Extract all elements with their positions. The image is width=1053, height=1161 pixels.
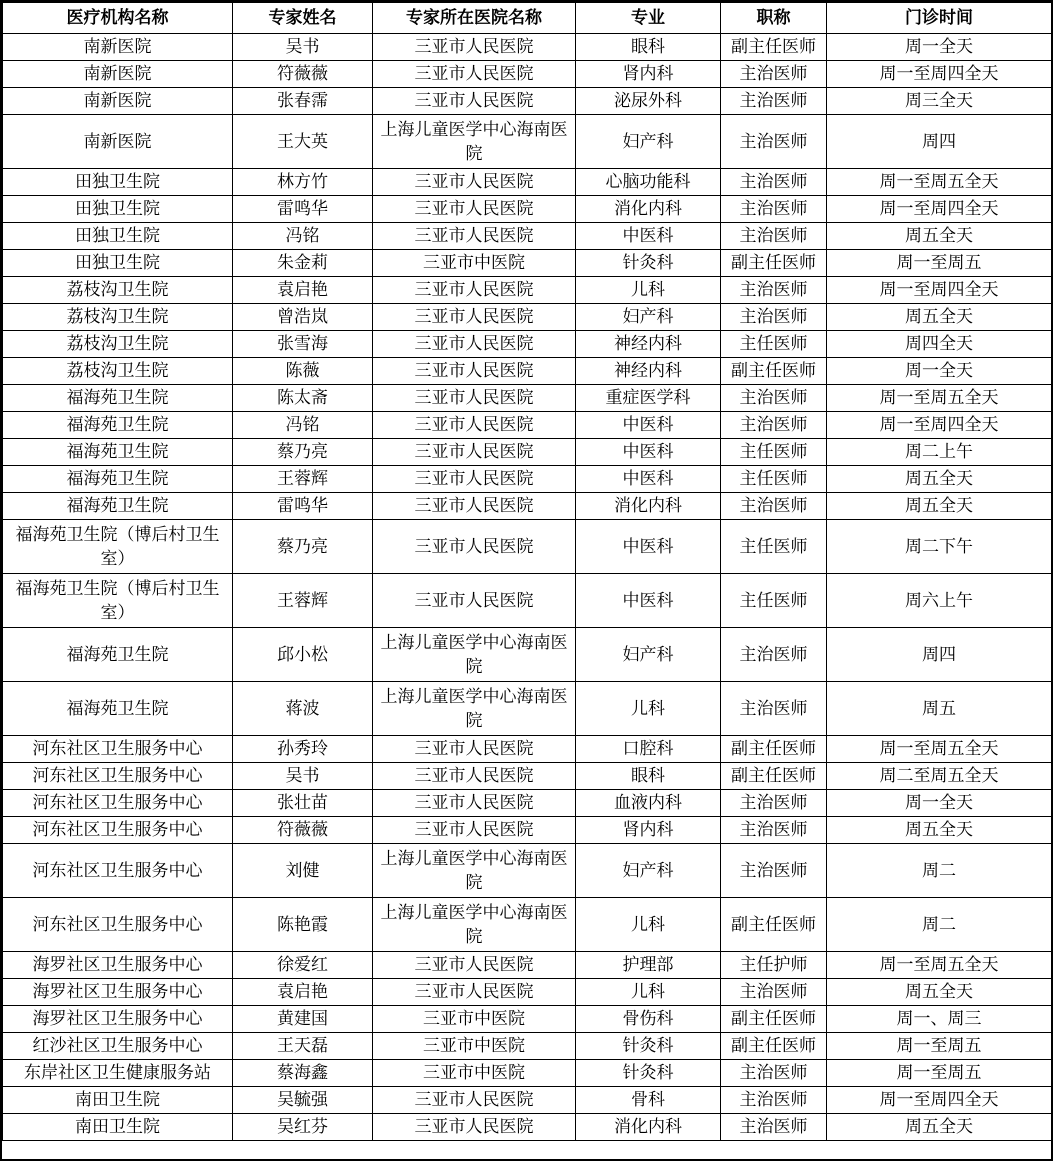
cell-expert-name: 王天磊: [233, 1033, 373, 1060]
cell-org: 田独卫生院: [3, 223, 233, 250]
cell-expert-name: 张壮苗: [233, 790, 373, 817]
table-row: [3, 493, 1052, 520]
table-row: [3, 1087, 1052, 1114]
cell-expert-name: 朱金莉: [233, 250, 373, 277]
cell-hospital: 上海儿童医学中心海南医院: [373, 844, 576, 898]
cell-title: 主治医师: [721, 493, 827, 520]
cell-hospital: 三亚市中医院: [373, 1006, 576, 1033]
cell-clinic-time: 周五全天: [827, 979, 1052, 1006]
table-row: [3, 304, 1052, 331]
cell-clinic-time: 周四: [827, 628, 1052, 682]
cell-org: 福海苑卫生院（博后村卫生室）: [3, 574, 233, 628]
table-row: [3, 277, 1052, 304]
cell-title: 主治医师: [721, 844, 827, 898]
cell-expert-name: 邱小松: [233, 628, 373, 682]
cell-clinic-time: 周六上午: [827, 574, 1052, 628]
cell-specialty: 骨科: [576, 1087, 721, 1114]
cell-expert-name: 孙秀玲: [233, 736, 373, 763]
cell-title: 主任医师: [721, 439, 827, 466]
cell-clinic-time: 周一至周五: [827, 1060, 1052, 1087]
cell-expert-name: 蔡乃亮: [233, 439, 373, 466]
cell-specialty: 针灸科: [576, 1060, 721, 1087]
table-row: [3, 790, 1052, 817]
cell-clinic-time: 周三全天: [827, 88, 1052, 115]
cell-org: 海罗社区卫生服务中心: [3, 952, 233, 979]
cell-clinic-time: 周一全天: [827, 358, 1052, 385]
table-row: [3, 736, 1052, 763]
cell-clinic-time: 周二至周五全天: [827, 763, 1052, 790]
cell-org: 河东社区卫生服务中心: [3, 817, 233, 844]
cell-expert-name: 袁启艳: [233, 277, 373, 304]
cell-specialty: 针灸科: [576, 250, 721, 277]
table-row: [3, 196, 1052, 223]
cell-title: 主治医师: [721, 1087, 827, 1114]
cell-hospital: 上海儿童医学中心海南医院: [373, 898, 576, 952]
cell-expert-name: 蒋波: [233, 682, 373, 736]
cell-hospital: 三亚市人民医院: [373, 223, 576, 250]
cell-specialty: 神经内科: [576, 358, 721, 385]
table-row: [3, 1060, 1052, 1087]
cell-title: 主任医师: [721, 331, 827, 358]
cell-specialty: 眼科: [576, 34, 721, 61]
cell-clinic-time: 周二: [827, 844, 1052, 898]
cell-hospital: 三亚市中医院: [373, 1060, 576, 1087]
cell-clinic-time: 周二: [827, 898, 1052, 952]
table-row: [3, 682, 1052, 736]
cell-hospital: 三亚市人民医院: [373, 979, 576, 1006]
cell-specialty: 泌尿外科: [576, 88, 721, 115]
cell-expert-name: 符薇薇: [233, 817, 373, 844]
cell-title: 主任护师: [721, 952, 827, 979]
table-row: [3, 574, 1052, 628]
cell-clinic-time: 周二上午: [827, 439, 1052, 466]
header-hospital: 专家所在医院名称: [373, 3, 576, 34]
cell-org: 东岸社区卫生健康服务站: [3, 1060, 233, 1087]
cell-expert-name: 刘健: [233, 844, 373, 898]
expert-schedule-table: [2, 2, 1052, 1141]
cell-clinic-time: 周一至周五: [827, 1033, 1052, 1060]
cell-clinic-time: 周一至周五全天: [827, 169, 1052, 196]
cell-title: 副主任医师: [721, 898, 827, 952]
cell-clinic-time: 周一至周四全天: [827, 61, 1052, 88]
cell-title: 副主任医师: [721, 1033, 827, 1060]
cell-org: 田独卫生院: [3, 196, 233, 223]
cell-expert-name: 陈太斋: [233, 385, 373, 412]
table-row: [3, 763, 1052, 790]
cell-org: 南新医院: [3, 61, 233, 88]
cell-org: 福海苑卫生院: [3, 439, 233, 466]
cell-clinic-time: 周四全天: [827, 331, 1052, 358]
cell-hospital: 三亚市人民医院: [373, 88, 576, 115]
cell-title: 副主任医师: [721, 1006, 827, 1033]
cell-hospital: 上海儿童医学中心海南医院: [373, 682, 576, 736]
table-row: [3, 979, 1052, 1006]
cell-clinic-time: 周一全天: [827, 34, 1052, 61]
cell-title: 副主任医师: [721, 763, 827, 790]
cell-hospital: 三亚市人民医院: [373, 1087, 576, 1114]
cell-clinic-time: 周一、周三: [827, 1006, 1052, 1033]
cell-org: 福海苑卫生院: [3, 682, 233, 736]
cell-title: 主治医师: [721, 682, 827, 736]
table-row: [3, 169, 1052, 196]
cell-org: 福海苑卫生院（博后村卫生室）: [3, 520, 233, 574]
cell-specialty: 中医科: [576, 223, 721, 250]
cell-hospital: 三亚市中医院: [373, 250, 576, 277]
cell-org: 荔枝沟卫生院: [3, 277, 233, 304]
cell-expert-name: 蔡海鑫: [233, 1060, 373, 1087]
cell-title: 副主任医师: [721, 736, 827, 763]
cell-clinic-time: 周五全天: [827, 1114, 1052, 1141]
cell-expert-name: 陈艳霞: [233, 898, 373, 952]
cell-hospital: 三亚市人民医院: [373, 331, 576, 358]
cell-clinic-time: 周一至周四全天: [827, 277, 1052, 304]
cell-title: 主治医师: [721, 412, 827, 439]
cell-hospital: 三亚市人民医院: [373, 466, 576, 493]
cell-hospital: 三亚市人民医院: [373, 358, 576, 385]
cell-hospital: 三亚市人民医院: [373, 412, 576, 439]
cell-org: 田独卫生院: [3, 250, 233, 277]
cell-specialty: 妇产科: [576, 304, 721, 331]
cell-expert-name: 吴书: [233, 34, 373, 61]
cell-clinic-time: 周一至周五全天: [827, 952, 1052, 979]
cell-specialty: 中医科: [576, 439, 721, 466]
cell-expert-name: 林方竹: [233, 169, 373, 196]
cell-specialty: 儿科: [576, 898, 721, 952]
cell-hospital: 三亚市人民医院: [373, 169, 576, 196]
cell-org: 南田卫生院: [3, 1087, 233, 1114]
cell-clinic-time: 周五全天: [827, 223, 1052, 250]
cell-specialty: 中医科: [576, 574, 721, 628]
cell-expert-name: 王蓉辉: [233, 574, 373, 628]
table-row: [3, 952, 1052, 979]
cell-org: 南田卫生院: [3, 1114, 233, 1141]
cell-specialty: 骨伤科: [576, 1006, 721, 1033]
cell-expert-name: 袁启艳: [233, 979, 373, 1006]
cell-specialty: 儿科: [576, 979, 721, 1006]
table-row: [3, 466, 1052, 493]
table-row: [3, 331, 1052, 358]
cell-clinic-time: 周四: [827, 115, 1052, 169]
table-row: [3, 223, 1052, 250]
header-clinic-time: 门诊时间: [827, 3, 1052, 34]
cell-org: 南新医院: [3, 34, 233, 61]
cell-expert-name: 吴书: [233, 763, 373, 790]
cell-specialty: 中医科: [576, 412, 721, 439]
cell-expert-name: 黄建国: [233, 1006, 373, 1033]
cell-expert-name: 吴红芬: [233, 1114, 373, 1141]
cell-hospital: 三亚市人民医院: [373, 763, 576, 790]
cell-clinic-time: 周五: [827, 682, 1052, 736]
cell-hospital: 三亚市人民医院: [373, 952, 576, 979]
cell-clinic-time: 周一至周五全天: [827, 385, 1052, 412]
cell-expert-name: 曾浩岚: [233, 304, 373, 331]
cell-title: 主任医师: [721, 466, 827, 493]
cell-clinic-time: 周一至周五: [827, 250, 1052, 277]
cell-specialty: 血液内科: [576, 790, 721, 817]
cell-org: 河东社区卫生服务中心: [3, 844, 233, 898]
cell-hospital: 三亚市人民医院: [373, 34, 576, 61]
cell-specialty: 中医科: [576, 520, 721, 574]
table-row: [3, 520, 1052, 574]
cell-org: 福海苑卫生院: [3, 385, 233, 412]
cell-org: 田独卫生院: [3, 169, 233, 196]
cell-hospital: 三亚市人民医院: [373, 493, 576, 520]
cell-hospital: 三亚市人民医院: [373, 817, 576, 844]
cell-specialty: 妇产科: [576, 115, 721, 169]
cell-org: 南新医院: [3, 88, 233, 115]
cell-clinic-time: 周二下午: [827, 520, 1052, 574]
cell-specialty: 中医科: [576, 466, 721, 493]
cell-hospital: 三亚市人民医院: [373, 439, 576, 466]
cell-title: 副主任医师: [721, 250, 827, 277]
cell-clinic-time: 周一至周四全天: [827, 1087, 1052, 1114]
cell-title: 主治医师: [721, 223, 827, 250]
cell-hospital: 上海儿童医学中心海南医院: [373, 628, 576, 682]
cell-title: 主治医师: [721, 304, 827, 331]
cell-hospital: 三亚市人民医院: [373, 574, 576, 628]
cell-title: 主任医师: [721, 574, 827, 628]
cell-expert-name: 王蓉辉: [233, 466, 373, 493]
cell-expert-name: 徐爱红: [233, 952, 373, 979]
cell-org: 河东社区卫生服务中心: [3, 898, 233, 952]
cell-specialty: 消化内科: [576, 196, 721, 223]
cell-specialty: 神经内科: [576, 331, 721, 358]
cell-clinic-time: 周一至周四全天: [827, 196, 1052, 223]
cell-expert-name: 冯铭: [233, 223, 373, 250]
cell-clinic-time: 周五全天: [827, 817, 1052, 844]
cell-org: 荔枝沟卫生院: [3, 304, 233, 331]
cell-org: 福海苑卫生院: [3, 412, 233, 439]
cell-specialty: 眼科: [576, 763, 721, 790]
cell-org: 红沙社区卫生服务中心: [3, 1033, 233, 1060]
cell-org: 海罗社区卫生服务中心: [3, 979, 233, 1006]
cell-specialty: 消化内科: [576, 493, 721, 520]
header-org: 医疗机构名称: [3, 3, 233, 34]
cell-expert-name: 王大英: [233, 115, 373, 169]
cell-specialty: 消化内科: [576, 1114, 721, 1141]
table-row: [3, 817, 1052, 844]
cell-title: 副主任医师: [721, 358, 827, 385]
cell-hospital: 三亚市人民医院: [373, 1114, 576, 1141]
table-row: [3, 1033, 1052, 1060]
cell-title: 主治医师: [721, 385, 827, 412]
header-title: 职称: [721, 3, 827, 34]
cell-title: 主治医师: [721, 169, 827, 196]
cell-title: 主治医师: [721, 88, 827, 115]
cell-specialty: 儿科: [576, 682, 721, 736]
cell-title: 主治医师: [721, 979, 827, 1006]
cell-expert-name: 冯铭: [233, 412, 373, 439]
table-row: [3, 250, 1052, 277]
cell-specialty: 护理部: [576, 952, 721, 979]
cell-expert-name: 陈薇: [233, 358, 373, 385]
header-expert-name: 专家姓名: [233, 3, 373, 34]
header-specialty: 专业: [576, 3, 721, 34]
table-row: [3, 88, 1052, 115]
cell-specialty: 心脑功能科: [576, 169, 721, 196]
cell-hospital: 三亚市人民医院: [373, 196, 576, 223]
cell-hospital: 三亚市人民医院: [373, 277, 576, 304]
cell-specialty: 妇产科: [576, 844, 721, 898]
table-row: [3, 898, 1052, 952]
header-row: [3, 3, 1052, 34]
table-row: [3, 358, 1052, 385]
cell-clinic-time: 周一至周四全天: [827, 412, 1052, 439]
cell-specialty: 针灸科: [576, 1033, 721, 1060]
cell-clinic-time: 周五全天: [827, 304, 1052, 331]
cell-org: 福海苑卫生院: [3, 466, 233, 493]
cell-specialty: 肾内科: [576, 61, 721, 88]
cell-org: 河东社区卫生服务中心: [3, 790, 233, 817]
table-body: [3, 34, 1052, 1141]
cell-title: 主任医师: [721, 520, 827, 574]
cell-specialty: 重症医学科: [576, 385, 721, 412]
cell-clinic-time: 周一至周五全天: [827, 736, 1052, 763]
table-row: [3, 1114, 1052, 1141]
cell-title: 主治医师: [721, 790, 827, 817]
cell-org: 福海苑卫生院: [3, 628, 233, 682]
cell-title: 主治医师: [721, 628, 827, 682]
cell-hospital: 上海儿童医学中心海南医院: [373, 115, 576, 169]
cell-hospital: 三亚市人民医院: [373, 736, 576, 763]
cell-expert-name: 雷鸣华: [233, 196, 373, 223]
table-row: [3, 439, 1052, 466]
cell-org: 南新医院: [3, 115, 233, 169]
table-row: [3, 385, 1052, 412]
cell-specialty: 儿科: [576, 277, 721, 304]
cell-expert-name: 吴毓强: [233, 1087, 373, 1114]
cell-org: 荔枝沟卫生院: [3, 358, 233, 385]
cell-specialty: 口腔科: [576, 736, 721, 763]
cell-title: 主治医师: [721, 277, 827, 304]
cell-org: 福海苑卫生院: [3, 493, 233, 520]
cell-clinic-time: 周五全天: [827, 493, 1052, 520]
cell-specialty: 肾内科: [576, 817, 721, 844]
cell-title: 主治医师: [721, 1060, 827, 1087]
cell-hospital: 三亚市人民医院: [373, 790, 576, 817]
table-row: [3, 34, 1052, 61]
cell-title: 主治医师: [721, 196, 827, 223]
table-row: [3, 61, 1052, 88]
cell-expert-name: 雷鸣华: [233, 493, 373, 520]
cell-org: 荔枝沟卫生院: [3, 331, 233, 358]
cell-specialty: 妇产科: [576, 628, 721, 682]
cell-title: 主治医师: [721, 61, 827, 88]
cell-clinic-time: 周五全天: [827, 466, 1052, 493]
cell-expert-name: 蔡乃亮: [233, 520, 373, 574]
cell-hospital: 三亚市人民医院: [373, 304, 576, 331]
cell-title: 主治医师: [721, 1114, 827, 1141]
cell-org: 河东社区卫生服务中心: [3, 736, 233, 763]
cell-title: 主治医师: [721, 115, 827, 169]
table-row: [3, 1006, 1052, 1033]
cell-hospital: 三亚市人民医院: [373, 61, 576, 88]
table-row: [3, 844, 1052, 898]
cell-expert-name: 符薇薇: [233, 61, 373, 88]
cell-expert-name: 张雪海: [233, 331, 373, 358]
cell-hospital: 三亚市人民医院: [373, 520, 576, 574]
table-row: [3, 628, 1052, 682]
cell-org: 河东社区卫生服务中心: [3, 763, 233, 790]
cell-org: 海罗社区卫生服务中心: [3, 1006, 233, 1033]
cell-clinic-time: 周一全天: [827, 790, 1052, 817]
cell-title: 主治医师: [721, 817, 827, 844]
table-row: [3, 412, 1052, 439]
cell-title: 副主任医师: [721, 34, 827, 61]
cell-expert-name: 张春霈: [233, 88, 373, 115]
table-row: [3, 115, 1052, 169]
cell-hospital: 三亚市中医院: [373, 1033, 576, 1060]
cell-hospital: 三亚市人民医院: [373, 385, 576, 412]
